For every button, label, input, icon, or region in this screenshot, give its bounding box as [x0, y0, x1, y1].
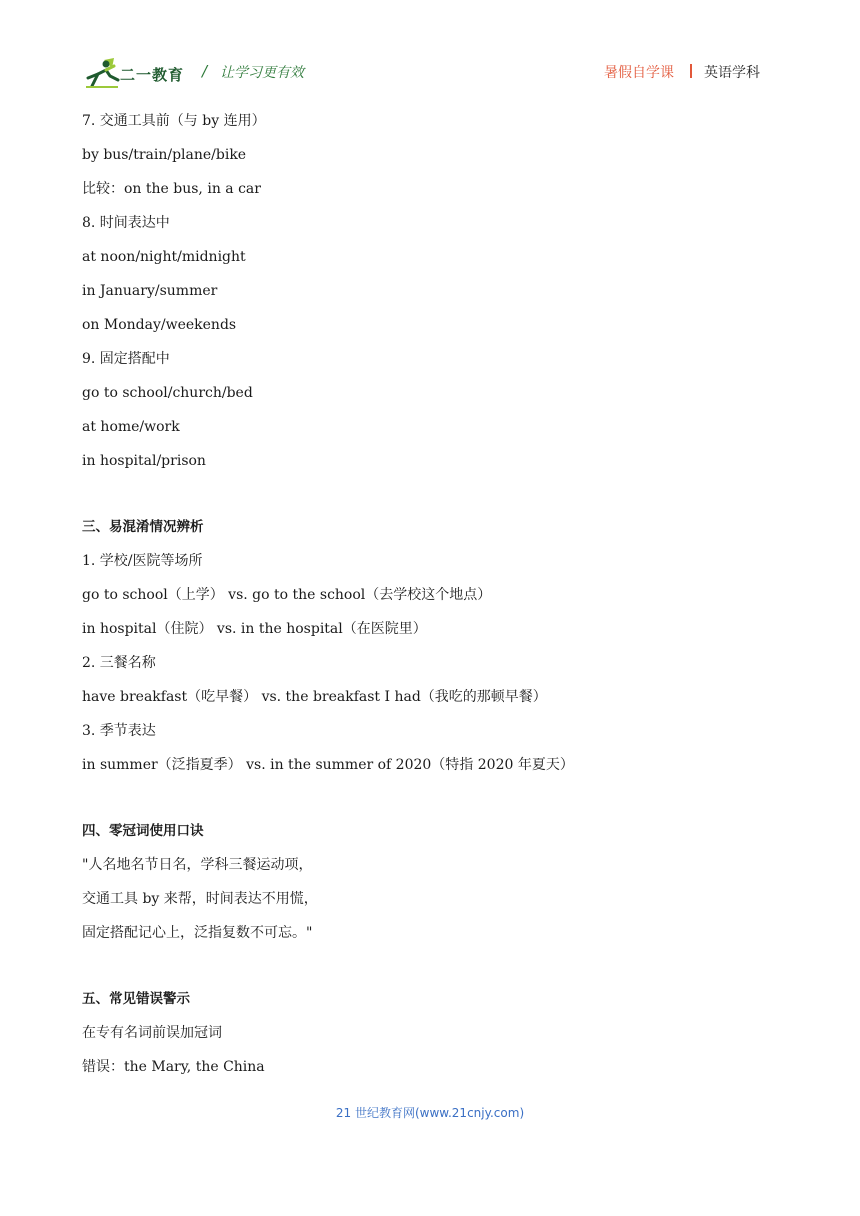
text-line: go to school/church/bed — [82, 385, 253, 401]
text-line: in January/summer — [82, 283, 218, 299]
text-line: 固定搭配记心上，泛指复数不可忘。" — [82, 925, 313, 941]
page-footer[interactable]: 21 世纪教育网(www.21cnjy.com) — [335, 1106, 525, 1120]
text-line: 比较：on the bus, in a car — [82, 181, 261, 197]
slash-divider: / — [202, 62, 208, 80]
text-line: have breakfast（吃早餐） vs. the breakfast I had（我吃的那顿早餐） — [82, 689, 547, 705]
text-line: by bus/train/plane/bike — [82, 147, 247, 163]
text-line: at noon/night/midnight — [82, 249, 246, 265]
text-line: 交通工具 by 来帮，时间表达不用慌， — [82, 891, 318, 907]
text-line: 3. 季节表达 — [82, 723, 156, 739]
page-header — [0, 0, 860, 100]
text-line: in hospital/prison — [82, 453, 206, 469]
spacer — [82, 789, 782, 821]
section-heading: 四、零冠词使用口诀 — [82, 823, 204, 839]
text-line: in summer（泛指夏季） vs. in the summer of 2020（特指 2020 年夏天） — [82, 757, 574, 773]
slogan: 让学习更有效 — [220, 65, 304, 81]
spacer — [82, 957, 782, 989]
subject-label: 英语学科 — [704, 65, 760, 81]
document-body — [82, 111, 782, 1091]
text-line: 错误：the Mary, the China — [82, 1059, 265, 1075]
text-line: 在专有名词前误加冠词 — [82, 1025, 222, 1041]
spacer — [82, 485, 782, 517]
text-line: 2. 三餐名称 — [82, 655, 156, 671]
text-line: 1. 学校/医院等场所 — [82, 553, 203, 569]
text-line: at home/work — [82, 419, 180, 435]
header-divider — [690, 64, 692, 78]
text-line: in hospital（住院） vs. in the hospital（在医院里） — [82, 621, 427, 637]
text-line: go to school（上学） vs. go to the school（去学校这个地点） — [82, 587, 492, 603]
text-line: on Monday/weekends — [82, 317, 237, 333]
text-line: 8. 时间表达中 — [82, 215, 170, 231]
text-line: 9. 固定搭配中 — [82, 351, 170, 367]
course-label: 暑假自学课 — [604, 65, 674, 81]
section-heading: 三、易混淆情况辨析 — [82, 519, 204, 535]
text-line: 7. 交通工具前（与 by 连用） — [82, 113, 266, 129]
section-heading: 五、常见错误警示 — [82, 991, 190, 1007]
logo-text: 二一教育 — [120, 66, 185, 84]
text-line: "人名地名节日名，学科三餐运动项， — [82, 857, 313, 873]
